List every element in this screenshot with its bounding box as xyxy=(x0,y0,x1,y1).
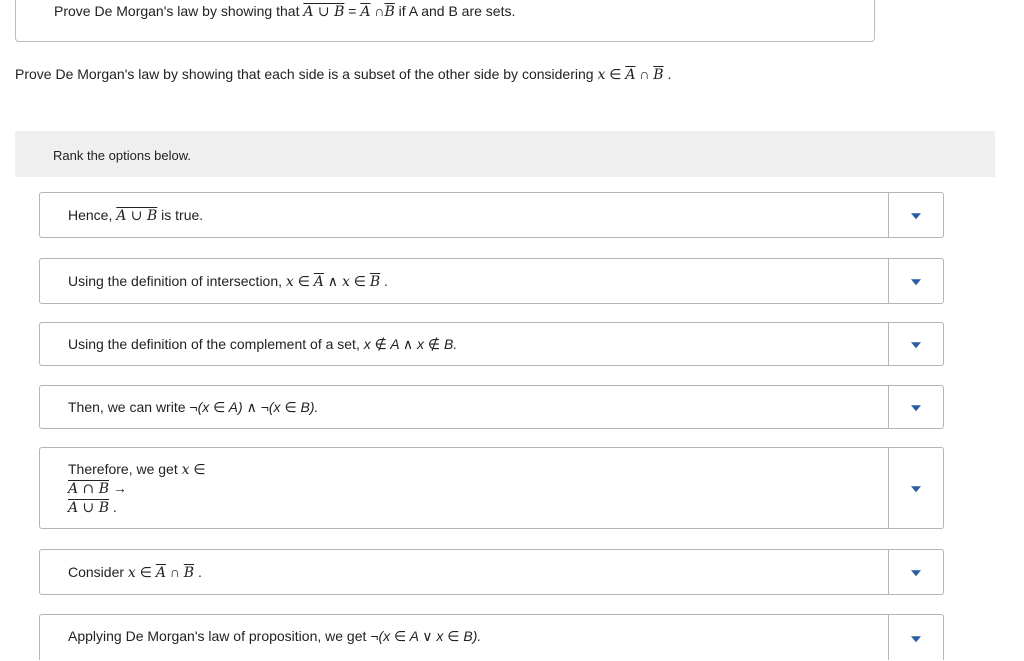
option-math: x xyxy=(181,462,190,478)
rank-dropdown[interactable] xyxy=(888,615,943,660)
option-text-part: . xyxy=(380,273,388,289)
subtitle-a: $\overline{A}$ xyxy=(625,67,636,83)
question-prefix: Prove De Morgan's law by showing that xyxy=(54,3,304,19)
rank-option xyxy=(39,549,944,595)
option-math: A ∪ B xyxy=(116,208,158,224)
option-text-part: Applying De Morgan's law of proposition, we get xyxy=(68,628,371,644)
rank-option xyxy=(39,322,944,366)
option-line xyxy=(68,479,206,498)
ranking-panel xyxy=(15,131,995,661)
rank-option xyxy=(39,447,944,529)
option-text xyxy=(68,563,202,582)
option-text xyxy=(68,272,388,291)
option-text xyxy=(68,460,206,517)
rank-instruction: Rank the options below. xyxy=(53,148,192,163)
subtitle-in: ∈ xyxy=(605,66,626,82)
rank-option xyxy=(39,614,944,660)
rank-dropdown[interactable] xyxy=(888,259,943,303)
option-math: x xyxy=(341,274,350,290)
question-text xyxy=(54,3,515,20)
subtitle-x: x xyxy=(597,67,606,83)
option-text-part: Using the definition of the complement of a set, xyxy=(68,336,364,352)
option-text-part: . xyxy=(109,499,117,515)
option-text-part: ∈ xyxy=(293,273,314,289)
rank-dropdown[interactable] xyxy=(888,193,943,237)
option-text-part: ∈ xyxy=(189,461,206,477)
option-math: x xyxy=(285,274,294,290)
option-text-part: ∧ xyxy=(323,273,342,289)
option-math: ¬(x ∈ A) ∧ ¬(x ∈ B). xyxy=(189,399,319,415)
option-math: $\overline{A}$ xyxy=(155,565,166,581)
question-cap: ∩ xyxy=(370,3,385,19)
question-rhs-b: $\overline{B}$ xyxy=(384,4,395,20)
subtitle-end: . xyxy=(663,66,672,82)
option-text-part: → xyxy=(109,480,127,496)
dropdown-caret-icon xyxy=(911,342,921,348)
question-rhs-a: $\overline{A}$ xyxy=(360,4,371,20)
rank-option xyxy=(39,192,944,238)
rank-dropdown[interactable] xyxy=(888,550,943,594)
option-text-part: ∈ xyxy=(349,273,370,289)
dropdown-caret-icon xyxy=(911,213,921,219)
option-math: A ∪ B xyxy=(68,500,110,516)
rank-dropdown[interactable] xyxy=(888,323,943,365)
panel-header xyxy=(15,131,995,177)
option-line xyxy=(68,460,206,479)
option-math: x ∉ A ∧ x ∉ B. xyxy=(363,336,458,352)
subtitle-b: $\overline{B}$ xyxy=(653,67,664,83)
dropdown-caret-icon xyxy=(911,279,921,285)
option-text-part: Consider xyxy=(68,564,128,580)
option-math: $\overline{A}$ xyxy=(313,274,324,290)
subtitle-cap: ∩ xyxy=(635,66,654,82)
option-text-part: . xyxy=(194,564,202,580)
question-lhs: A ∪ B xyxy=(303,4,345,20)
option-text xyxy=(68,398,318,416)
question-suffix: if A and B are sets. xyxy=(394,3,516,19)
panel-body xyxy=(15,177,995,661)
dropdown-caret-icon xyxy=(911,486,921,492)
option-math: x xyxy=(127,565,136,581)
rank-option xyxy=(39,258,944,304)
option-math: ¬(x ∈ A ∨ x ∈ B). xyxy=(370,628,482,644)
option-line xyxy=(68,498,206,517)
dropdown-caret-icon xyxy=(911,636,921,642)
option-math: A ∩ B xyxy=(68,481,110,497)
option-text-part: Therefore, we get xyxy=(68,461,182,477)
option-text-part: ∈ xyxy=(135,564,156,580)
option-text xyxy=(68,627,481,645)
dropdown-caret-icon xyxy=(911,405,921,411)
rank-option xyxy=(39,385,944,429)
option-text-part: Hence, xyxy=(68,207,117,223)
rank-dropdown[interactable] xyxy=(888,448,943,528)
dropdown-caret-icon xyxy=(911,570,921,576)
option-text-part: Using the definition of intersection, xyxy=(68,273,286,289)
option-text xyxy=(68,206,203,225)
question-box xyxy=(15,0,875,42)
option-text-part: is true. xyxy=(157,207,204,223)
question-eq: = xyxy=(344,3,361,19)
option-text-part: Then, we can write xyxy=(68,399,190,415)
rank-dropdown[interactable] xyxy=(888,386,943,428)
prompt-subtitle xyxy=(15,66,671,83)
option-math: $\overline{B}$ xyxy=(183,565,195,581)
option-text xyxy=(68,335,457,353)
option-math: $\overline{B}$ xyxy=(369,274,381,290)
subtitle-prefix: Prove De Morgan's law by showing that each side is a subset of the other side by considering xyxy=(15,66,598,82)
option-text-part: ∩ xyxy=(165,564,184,580)
